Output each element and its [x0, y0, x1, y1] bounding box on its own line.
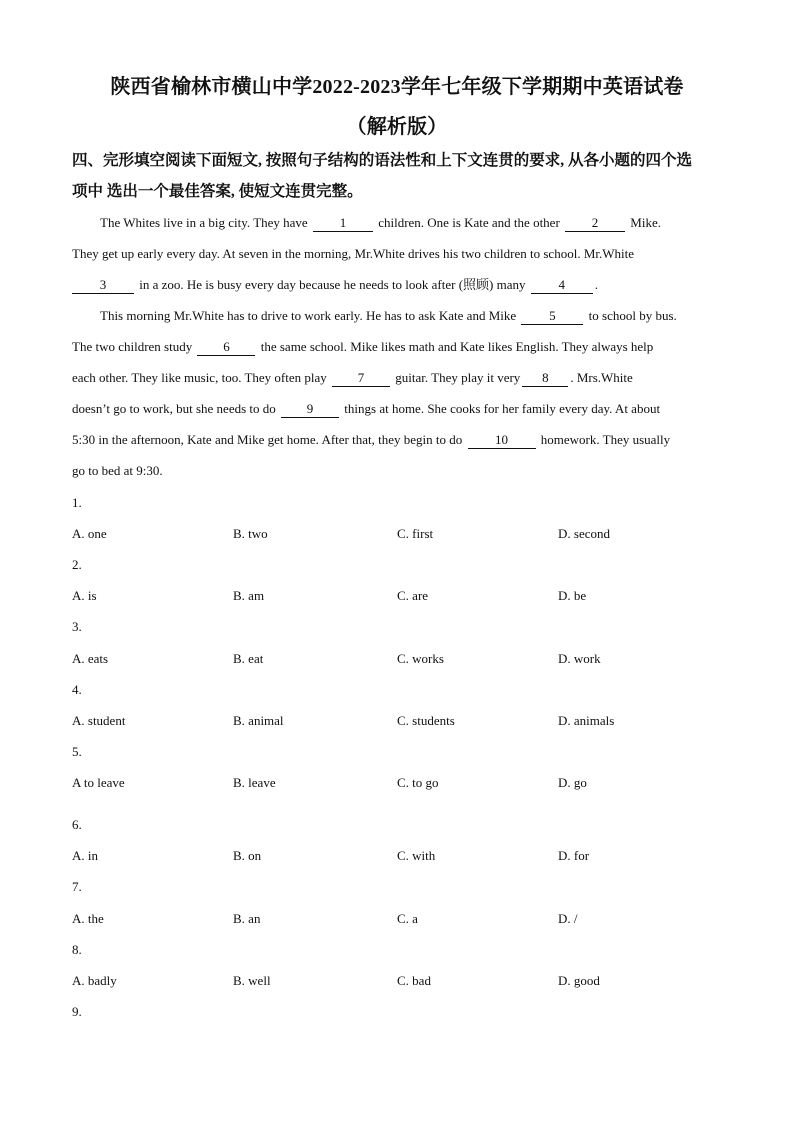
passage-line — [72, 362, 722, 393]
question-7-option-d[interactable]: D. / — [558, 911, 578, 926]
passage-text: Mike. — [627, 215, 661, 230]
instruction-line-2: 项中 选出一个最佳答案, 使短文连贯完整。 — [72, 183, 363, 200]
question-7-option-b[interactable]: B. an — [233, 911, 261, 926]
question-5-option-c[interactable]: C. to go — [397, 775, 439, 790]
passage-text: . — [594, 277, 599, 292]
question-8-option-b[interactable]: B. well — [233, 973, 271, 988]
passage-line — [72, 207, 722, 238]
passage-text: homework. They usually — [537, 432, 671, 447]
blank-9: 9 — [281, 401, 339, 418]
passage-text: each other. They like music, too. They often play — [72, 370, 331, 385]
question-6-option-b[interactable]: B. on — [233, 848, 262, 863]
question-6-option-d[interactable]: D. for — [558, 848, 590, 863]
question-3-option-d[interactable]: D. work — [558, 651, 601, 666]
passage-text: . Mrs.White — [570, 370, 633, 385]
question-3-option-c[interactable]: C. works — [397, 651, 444, 666]
passage-line — [72, 393, 722, 424]
passage-line — [72, 424, 722, 455]
blank-6: 6 — [197, 339, 255, 356]
question-5-option-b[interactable]: B. leave — [233, 775, 276, 790]
question-1-option-d[interactable]: D. second — [558, 526, 610, 541]
question-6-option-a[interactable]: A. in — [72, 848, 98, 863]
passage-line — [72, 269, 722, 300]
question-4-option-d[interactable]: D. animals — [558, 713, 615, 728]
question-8-option-a[interactable]: A. badly — [72, 973, 117, 988]
blank-7: 7 — [332, 370, 390, 387]
question-4-option-a[interactable]: A. student — [72, 713, 126, 728]
passage-text: doesn’t go to work, but she needs to do — [72, 401, 280, 416]
blank-8: 8 — [522, 370, 568, 387]
question-number-9: 9. — [72, 1004, 82, 1019]
instruction-line-1: 四、完形填空阅读下面短文, 按照句子结构的语法性和上下文连贯的要求, 从各小题的四个选 — [72, 152, 693, 169]
question-number-1: 1. — [72, 495, 82, 510]
question-2-option-c[interactable]: C. are — [397, 588, 429, 603]
passage-text: in a zoo. He is busy every day because he needs to look after (照顾) many — [136, 277, 529, 292]
question-1-option-a[interactable]: A. one — [72, 526, 107, 541]
passage-text: guitar. They play it very — [392, 370, 521, 385]
passage-paragraph-2 — [72, 300, 722, 486]
question-5-option-d[interactable]: D. go — [558, 775, 587, 790]
question-number-7: 7. — [72, 879, 82, 894]
page-subtitle: （解析版） — [346, 116, 448, 138]
passage-text: 5:30 in the afternoon, Kate and Mike get home. After that, they begin to do — [72, 432, 466, 447]
question-8-option-c[interactable]: C. bad — [397, 973, 431, 988]
blank-10: 10 — [468, 432, 536, 449]
passage-text: things at home. She cooks for her family every day. At about — [341, 401, 661, 416]
question-number-2: 2. — [72, 557, 82, 572]
blank-1: 1 — [313, 215, 373, 232]
page-title: 陕西省榆林市横山中学2022-2023学年七年级下学期期中英语试卷 — [110, 76, 684, 98]
question-5-option-a[interactable]: A to leave — [72, 775, 125, 790]
question-1-option-b[interactable]: B. two — [233, 526, 268, 541]
blank-5: 5 — [521, 308, 583, 325]
question-2-option-b[interactable]: B. am — [233, 588, 265, 603]
question-7-option-a[interactable]: A. the — [72, 911, 104, 926]
blank-2: 2 — [565, 215, 625, 232]
passage-text: to school by bus. — [585, 308, 677, 323]
passage-line: go to bed at 9:30. — [72, 463, 163, 478]
question-4-option-c[interactable]: C. students — [397, 713, 455, 728]
question-number-3: 3. — [72, 619, 82, 634]
passage-line: They get up early every day. At seven in the morning, Mr.White drives his two children to school. Mr.White — [72, 246, 635, 261]
blank-3: 3 — [72, 277, 134, 294]
question-number-8: 8. — [72, 942, 82, 957]
passage-text: The Whites live in a big city. They have — [100, 215, 311, 230]
passage-line — [72, 300, 722, 331]
passage-line — [72, 331, 722, 362]
question-7-option-c[interactable]: C. a — [397, 911, 418, 926]
question-6-option-c[interactable]: C. with — [397, 848, 436, 863]
section-instructions — [72, 145, 732, 207]
passage-text: This morning Mr.White has to drive to work early. He has to ask Kate and Mike — [100, 308, 520, 323]
question-8-option-d[interactable]: D. good — [558, 973, 600, 988]
question-number-4: 4. — [72, 682, 82, 697]
question-number-5: 5. — [72, 744, 82, 759]
question-3-option-b[interactable]: B. eat — [233, 651, 264, 666]
passage-text: the same school. Mike likes math and Kate likes English. They always help — [257, 339, 654, 354]
question-1-option-c[interactable]: C. first — [397, 526, 434, 541]
passage-text: children. One is Kate and the other — [374, 215, 564, 230]
question-4-option-b[interactable]: B. animal — [233, 713, 284, 728]
passage-text: The two children study — [72, 339, 196, 354]
question-2-option-a[interactable]: A. is — [72, 588, 97, 603]
blank-4: 4 — [531, 277, 593, 294]
passage-paragraph-1 — [72, 207, 722, 300]
question-number-6: 6. — [72, 817, 82, 832]
question-3-option-a[interactable]: A. eats — [72, 651, 109, 666]
question-2-option-d[interactable]: D. be — [558, 588, 587, 603]
